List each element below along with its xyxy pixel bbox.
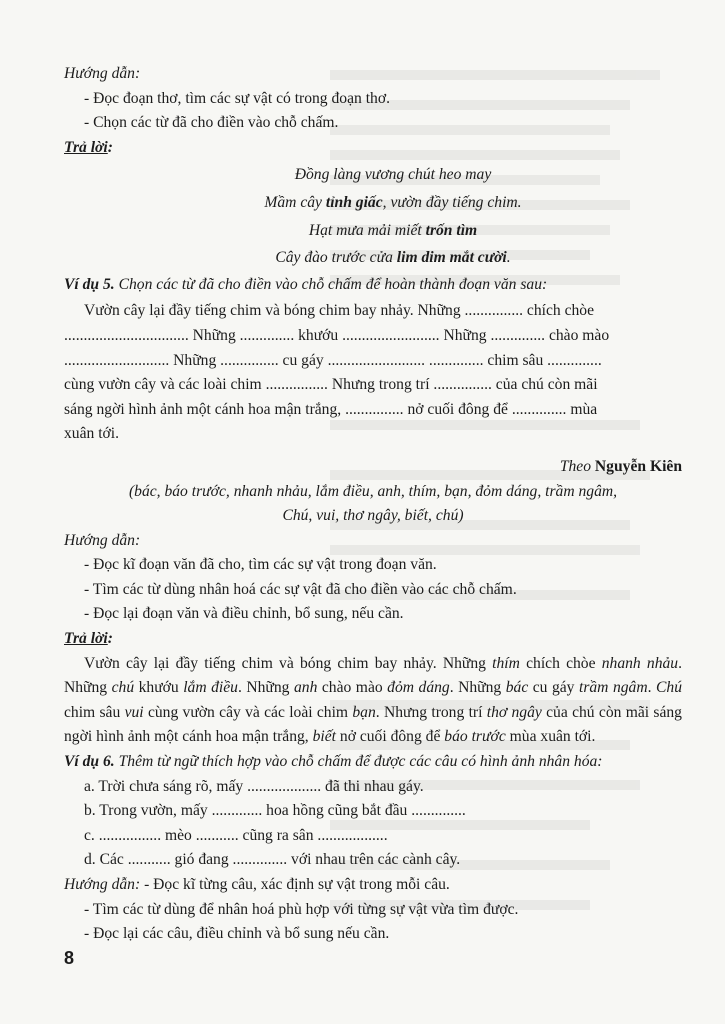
guidance-label: Hướng dẫn: — [64, 65, 141, 82]
guidance-step: - Đọc lại các câu, điều chỉnh và bổ sung nếu cần. — [84, 925, 390, 943]
example-6-heading — [64, 750, 682, 775]
poem-text: Đồng làng vương chút heo may — [294, 166, 492, 184]
intro-step: - Đọc đoạn thơ, tìm các sự vật có trong đoạn thơ. — [84, 89, 390, 107]
answer-filled-word: bạn — [352, 703, 376, 721]
answer-filled-word: biết — [312, 728, 336, 746]
exercise-line: sáng ngời hình ảnh một cánh hoa mận trắng, ............... nở cuối đông để .............. mùa — [64, 400, 598, 418]
guidance-step: - Đọc kĩ từng câu, xác định sự vật trong mỗi câu. — [140, 876, 450, 893]
poem-block — [64, 160, 682, 270]
example-6-task: Thêm từ ngữ thích hợp vào chỗ chấm để được các câu có hình ảnh nhân hóa: — [114, 753, 603, 771]
answer-text: . — [647, 679, 657, 697]
intro-guidance-heading — [64, 62, 682, 87]
example-5-heading — [64, 273, 682, 298]
exercise-line: cùng vườn cây và các loài chim ................ Nhưng trong trí ............... của chú còn mãi — [64, 376, 598, 394]
answer-filled-word: nhanh nhảu — [601, 654, 679, 672]
answer-label: Trả lời — [64, 138, 108, 156]
word-bank-line: Chú, vui, thơ ngây, biết, chú) — [282, 507, 464, 525]
source-citation — [64, 455, 682, 480]
answer-text: của chú còn mãi sáng ngời hình ảnh một cánh hoa mận trắng, — [64, 703, 682, 746]
answer-filled-word: báo trước — [444, 728, 506, 746]
answer-text: . Những — [237, 679, 294, 697]
answer-colon: : — [107, 138, 113, 156]
answer-filled-word: bác — [505, 679, 529, 697]
example-6-item: d. Các ........... gió đang .............. với nhau trên các cành cây. — [84, 851, 461, 869]
poem-line — [104, 246, 682, 271]
source-author: Nguyễn Kiên — [594, 457, 682, 475]
poem-highlight: lim dim mắt cười — [396, 249, 507, 267]
poem-line — [104, 163, 682, 188]
answer-filled-word: Chú — [656, 679, 683, 697]
poem-text: Hạt mưa mải miết — [308, 221, 426, 239]
answer-heading — [64, 627, 682, 652]
intro-step: - Chọn các từ đã cho điền vào chỗ chấm. — [84, 114, 339, 132]
poem-text: , vườn đầy tiếng chim. — [382, 193, 522, 211]
word-bank-line: (bác, báo trước, nhanh nhảu, lắm điều, anh, thím, bạn, đỏm dáng, trầm ngâm, — [128, 482, 618, 500]
answer-text: . Nhưng trong trí — [375, 703, 487, 721]
answer-colon: : — [107, 630, 113, 648]
answer-text: . Những — [64, 654, 682, 697]
example-5-label: Ví dụ 5. — [64, 275, 115, 293]
poem-line — [104, 219, 682, 244]
example-5-exercise — [64, 299, 682, 447]
answer-text: cu gáy — [528, 679, 579, 697]
exercise-line: Vườn cây lại đầy tiếng chim và bóng chim bay nhảy. Những ............... chích chòe — [84, 302, 595, 320]
answer-paragraph — [64, 652, 682, 750]
poem-text: Mầm cây — [264, 193, 326, 211]
answer-filled-word: thơ ngây — [486, 703, 542, 721]
exercise-line: ................................ Những .............. khướu ......................... Những .............. chào mào — [64, 326, 610, 344]
exercise-line: ........................... Những ............... cu gáy ......................... .............. chim sâu .............. — [64, 351, 602, 369]
example-6-item: c. ................ mèo ........... cũng ra sân .................. — [84, 826, 388, 844]
answer-text: cùng vườn cây và các loài chim — [143, 703, 353, 721]
guidance-3-heading — [64, 873, 682, 898]
guidance-label: Hướng dẫn: — [64, 531, 141, 549]
guidance-label: Hướng dẫn: — [64, 876, 141, 893]
page-number: 8 — [64, 948, 75, 968]
poem-highlight: tỉnh giấc — [325, 193, 383, 211]
answer-heading — [64, 136, 682, 161]
answer-label: Trả lời — [64, 630, 108, 648]
answer-filled-word: trầm ngâm — [578, 679, 648, 697]
poem-line — [104, 191, 682, 216]
answer-text: khướu — [134, 679, 184, 697]
answer-text: nở cuối đông để — [336, 728, 445, 746]
guidance-step: - Tìm các từ dùng để nhân hoá phù hợp với từng sự vật vừa tìm được. — [84, 900, 519, 918]
example-5-task: Chọn các từ đã cho điền vào chỗ chấm để hoàn thành đoạn văn sau: — [114, 275, 548, 293]
answer-filled-word: đỏm dáng — [387, 679, 450, 697]
word-bank — [64, 480, 682, 529]
poem-text: Cây đào trước cửa — [275, 249, 397, 267]
answer-text: Vườn cây lại đầy tiếng chim và bóng chim bay nhảy. Những — [84, 654, 493, 672]
example-6-item: a. Trời chưa sáng rõ, mấy ................... đã thi nhau gáy. — [84, 777, 424, 795]
answer-text: . Những — [449, 679, 506, 697]
answer-filled-word: thím — [492, 654, 520, 672]
answer-filled-word: anh — [293, 679, 318, 697]
poem-text: . — [506, 249, 511, 267]
example-6-label: Ví dụ 6. — [64, 753, 115, 771]
answer-text: chim sâu — [64, 703, 125, 721]
page-content — [64, 62, 682, 947]
guidance-step: - Tìm các từ dùng nhân hoá các sự vật đã cho điền vào các chỗ chấm. — [84, 580, 517, 598]
answer-text: mùa xuân tới. — [505, 728, 596, 746]
answer-filled-word: chú — [111, 679, 135, 697]
answer-text: chích chòe — [519, 654, 602, 672]
exercise-line: xuân tới. — [64, 425, 120, 443]
source-prefix: Theo — [559, 457, 595, 475]
guidance-2-heading — [64, 529, 682, 554]
answer-text: chào mào — [317, 679, 388, 697]
answer-filled-word: lắm điều — [183, 679, 238, 697]
answer-filled-word: vui — [124, 703, 144, 721]
poem-highlight: trốn tìm — [425, 221, 478, 239]
example-6-item: b. Trong vườn, mấy ............. hoa hồng cũng bắt đầu .............. — [84, 802, 466, 820]
guidance-step: - Đọc lại đoạn văn và điều chỉnh, bổ sung, nếu cần. — [84, 605, 404, 623]
guidance-step: - Đọc kĩ đoạn văn đã cho, tìm các sự vật trong đoạn văn. — [84, 556, 437, 574]
